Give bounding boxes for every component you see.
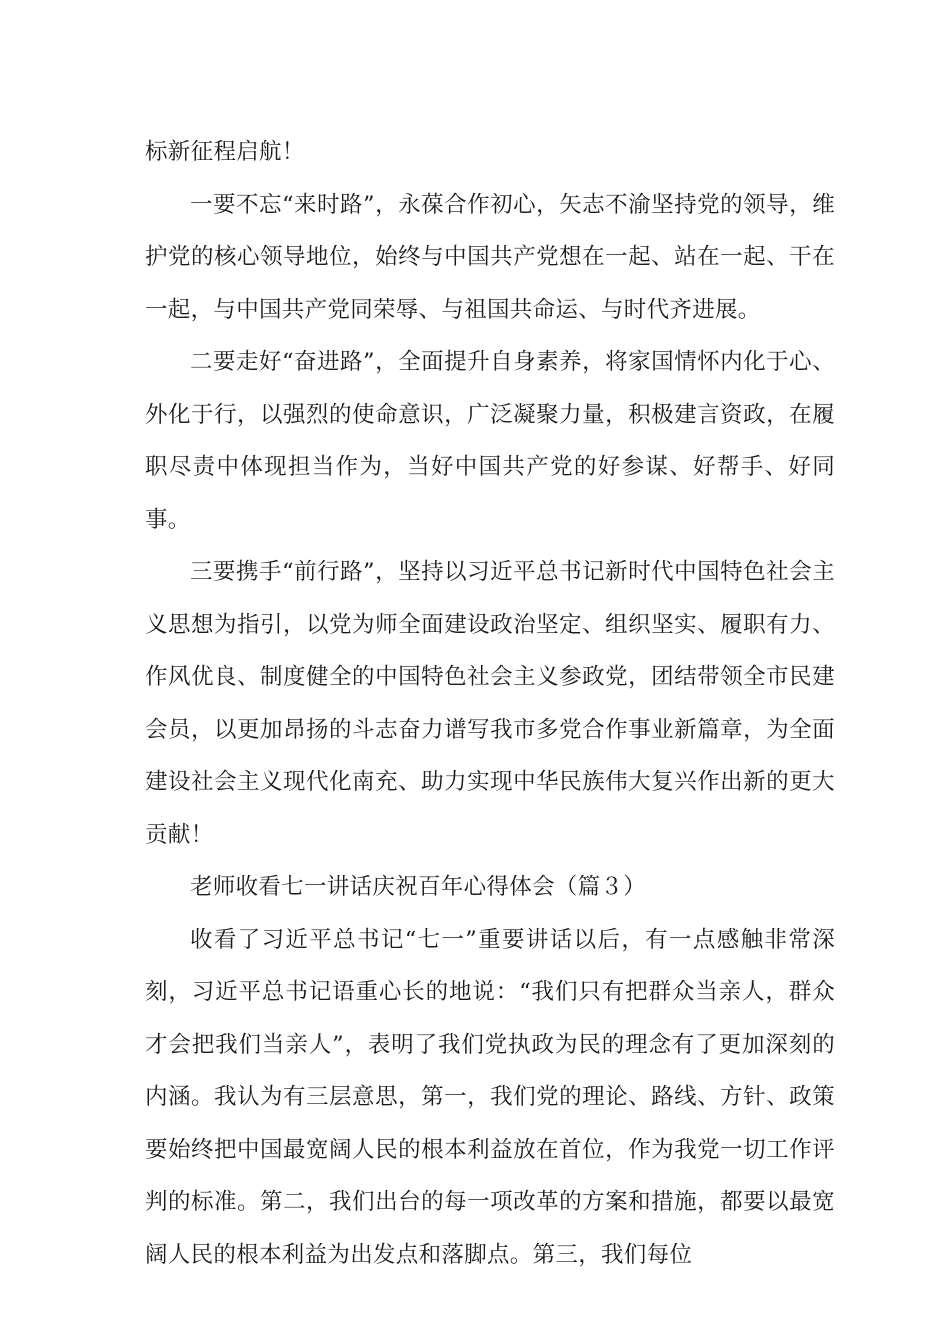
section-heading: 老师收看七一讲话庆祝百年心得体会（篇３）: [190, 874, 647, 900]
paragraph-reflection: 收看了习近平总书记“七一”重要讲话以后，有一点感触非常深刻，习近平总书记语重心长的地说：“我们只有把群众当亲人，群众才会把我们当亲人”，表明了我们党执政为民的理念有了更加深刻的内涵。我认为有三层意思，第一，我们党的理论、路线、方针、政策要始终把中国最宽阔人民的根本利益放在首位，作为我党一切工作评判的标准。第二，我们出台的每一项改革的方案和措施，都要以最宽阔人民的根本利益为出发点和落脚点。第三，我们每位: [145, 926, 835, 1268]
paragraph-second-point: 二要走好“奋进路”，全面提升自身素养，将家国情怀内化于心、外化于行，以强烈的使命意识，广泛凝聚力量，积极建言资政，在履职尽责中体现担当作为，当好中国共产党的好参谋、好帮手、好同事。: [145, 349, 835, 533]
document-body: [145, 126, 835, 1281]
paragraph-first-point: 一要不忘“来时路”，永葆合作初心，矢志不渝坚持党的领导，维护党的核心领导地位，始终与中国共产党想在一起、站在一起、干在一起，与中国共产党同荣辱、与祖国共命运、与时代齐进展。: [145, 191, 835, 323]
paragraph-third-point: 三要携手“前行路”，坚持以习近平总书记新时代中国特色社会主义思想为指引，以党为师全面建设政治坚定、组织坚实、履职有力、作风优良、制度健全的中国特色社会主义参政党，团结带领全市民建会员，以更加昂扬的斗志奋力谱写我市多党合作事业新篇章，为全面建设社会主义现代化南充、助力实现中华民族伟大复兴作出新的更大贡献！: [145, 559, 835, 848]
paragraph-continuation: 标新征程启航！: [145, 139, 305, 165]
